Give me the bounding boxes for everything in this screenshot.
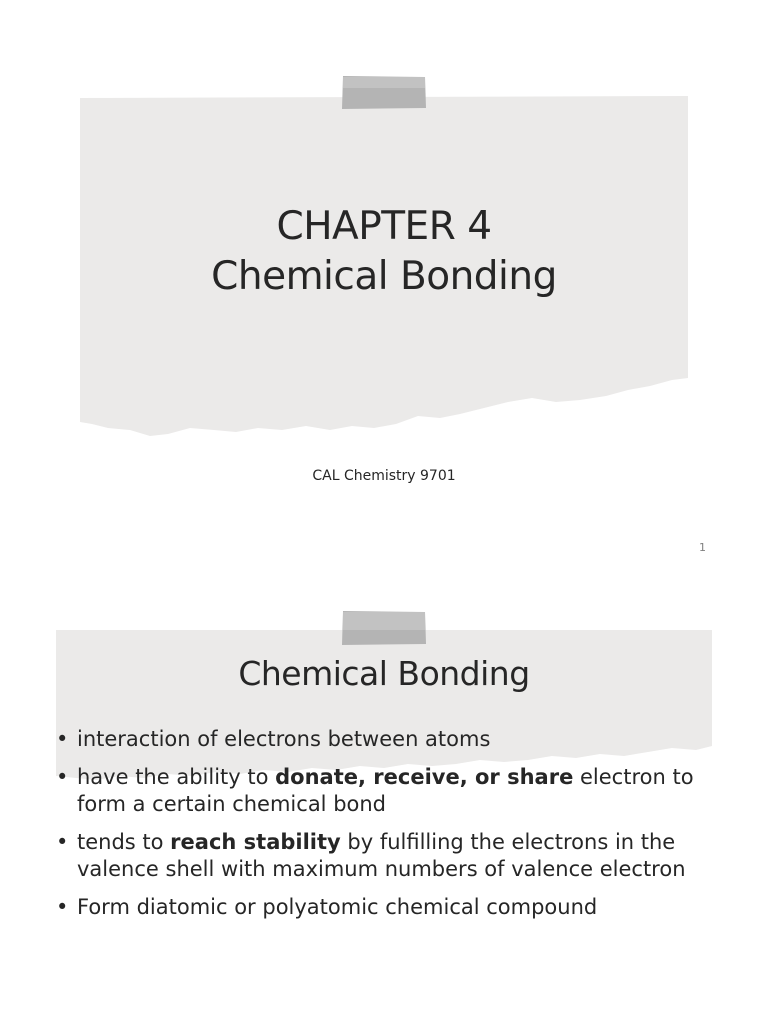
bullet-dot: • — [56, 830, 69, 854]
title-line-2: Chemical Bonding — [211, 254, 557, 299]
bullet-text: interaction of electrons between atoms — [77, 727, 491, 751]
bullet-text-bold: donate, receive, or share — [275, 765, 574, 789]
bullet-item — [56, 829, 736, 883]
bullet-item — [56, 764, 736, 818]
bullet-item — [56, 894, 736, 921]
bullet-dot: • — [56, 765, 69, 789]
slide-title — [80, 202, 688, 302]
bullet-item — [56, 726, 736, 753]
tape-highlight — [343, 77, 425, 88]
bullet-text-post: by fulfilling the electrons in the valence shell with maximum numbers of valence electron — [77, 830, 686, 881]
bullet-text: Form diatomic or polyatomic chemical compound — [77, 895, 598, 919]
bullet-dot: • — [56, 727, 69, 751]
tape-highlight — [343, 612, 425, 630]
slide-2 — [0, 580, 768, 1024]
bullet-text-post: electron to form a certain chemical bond — [77, 765, 694, 816]
bullet-dot: • — [56, 895, 69, 919]
bullet-text-pre: have the ability to — [77, 765, 276, 789]
title-line-1: CHAPTER 4 — [276, 204, 492, 249]
bullet-text-pre: tends to — [77, 830, 171, 854]
bullet-list — [56, 726, 736, 932]
bullet-text-bold: reach stability — [170, 830, 341, 854]
slide-subtitle: CAL Chemistry 9701 — [312, 468, 456, 484]
page-number: 1 — [699, 541, 706, 554]
slide-heading: Chemical Bonding — [238, 654, 530, 693]
